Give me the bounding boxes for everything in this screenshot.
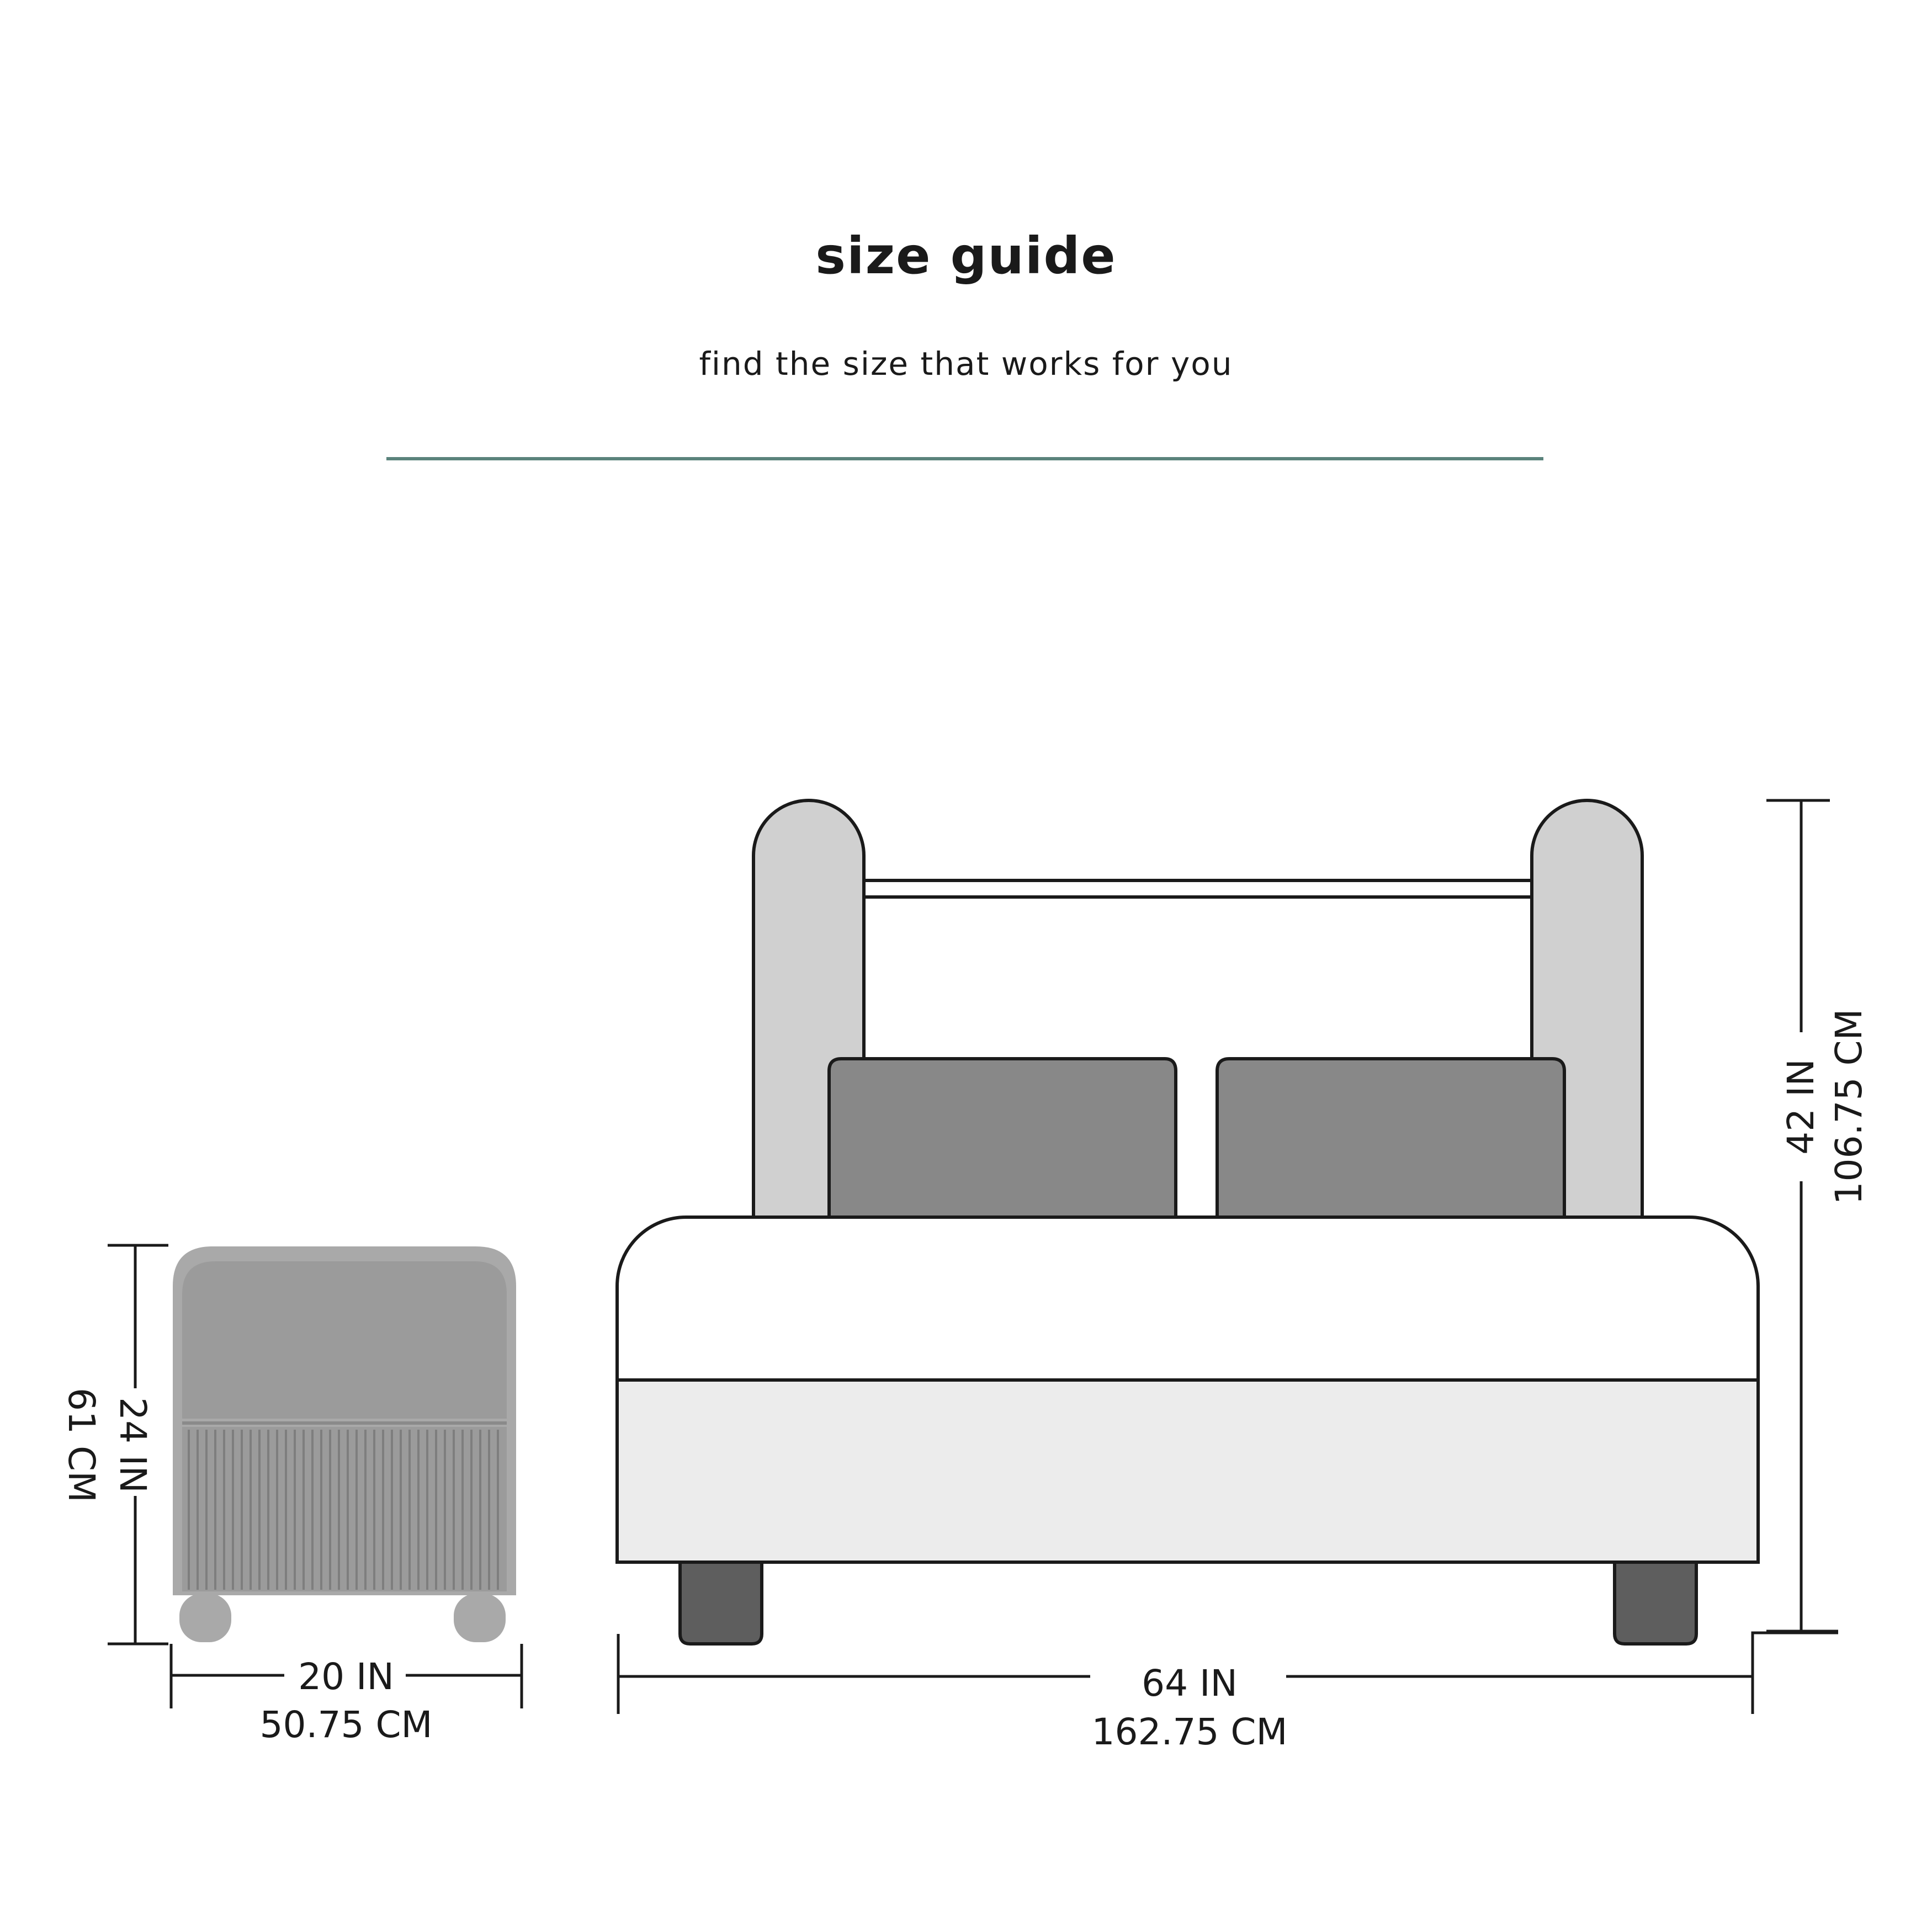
pillow-right	[1217, 1059, 1564, 1217]
nightstand-niche	[182, 1261, 507, 1419]
page-title: size guide	[815, 226, 1117, 285]
bed-leg-right	[1615, 1562, 1696, 1644]
bed-width-in: 64 IN	[1142, 1662, 1238, 1705]
bed-height-dimension	[1753, 800, 1870, 1673]
pillow-left	[829, 1059, 1176, 1217]
bed-width-cm: 162.75 CM	[1091, 1711, 1288, 1753]
nightstand-height-cm: 61 CM	[60, 1388, 103, 1503]
nightstand-caster-left	[179, 1594, 231, 1642]
bed	[617, 800, 1758, 1644]
nightstand-width-dimension	[171, 1644, 522, 1746]
bed-base	[617, 1380, 1758, 1562]
nightstand-height-in: 24 IN	[112, 1397, 154, 1493]
nightstand-width-in: 20 IN	[298, 1655, 394, 1698]
bed-leg-left	[680, 1562, 762, 1644]
nightstand-caster-right	[454, 1594, 506, 1642]
bed-height-cm: 106.75 CM	[1828, 1009, 1870, 1205]
page-subtitle: find the size that works for you	[699, 345, 1233, 383]
nightstand	[173, 1246, 516, 1642]
bed-height-in: 42 IN	[1780, 1059, 1822, 1155]
mattress	[617, 1217, 1758, 1380]
bed-width-dimension	[618, 1634, 1753, 1753]
nightstand-width-cm: 50.75 CM	[259, 1703, 433, 1746]
headboard-rail	[864, 880, 1532, 897]
nightstand-drawer	[182, 1427, 507, 1591]
nightstand-height-dimension	[60, 1245, 168, 1644]
